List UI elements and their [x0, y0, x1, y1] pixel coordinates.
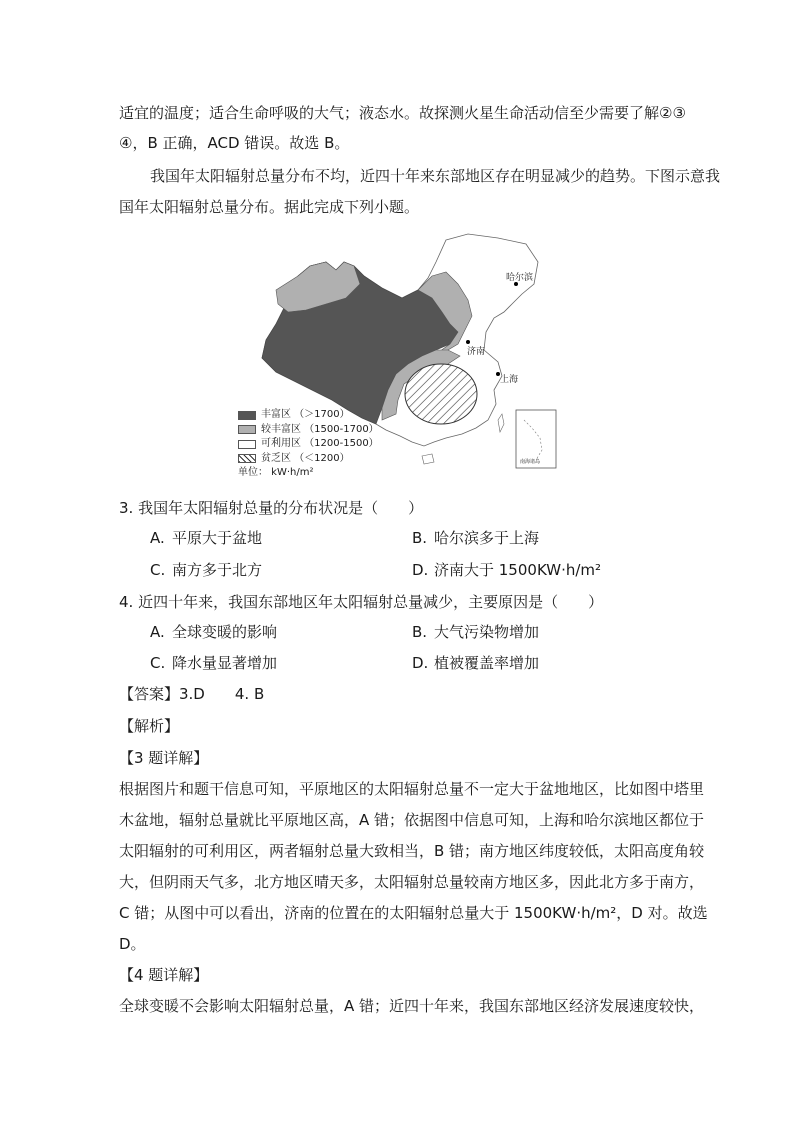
q3-option-d	[412, 560, 601, 580]
intro-line-1: 适宜的温度；适合生命呼吸的大气；液态水。故探测火星生命活动信至少需要了解②③	[119, 104, 686, 122]
legend-swatch-relatively-rich	[238, 425, 256, 434]
legend-label-rich: 丰富区 （＞1700）	[261, 409, 350, 420]
q3-analysis-line-2: 木盆地，辐射总量就比平原地区高，A 错；依据图中信息可知，上海和哈尔滨地区都位于	[119, 811, 705, 829]
q3-option-a-key: A.	[150, 529, 165, 547]
q3-analysis-line-1: 根据图片和题干信息可知，平原地区的太阳辐射总量不一定大于盆地地区，比如图中塔里	[119, 780, 705, 798]
q3-analysis-line-3: 太阳辐射的可利用区，两者辐射总量大致相当，B 错；南方地区纬度较低，太阳高度角较	[119, 842, 705, 860]
legend-label-relatively-rich: 较丰富区 （1500-1700）	[261, 423, 379, 435]
q3-option-d-key: D.	[412, 561, 429, 579]
q4-option-a	[150, 622, 277, 642]
map-legend	[238, 408, 379, 481]
jinan-label: 济南	[467, 347, 486, 357]
q3-analysis-line-5: C 错；从图中可以看出，济南的位置在的太阳辐射总量大于 1500KW·h/m²，D 对。故选	[119, 904, 708, 922]
q4-option-b-text: 大气污染物增加	[434, 623, 540, 641]
legend-usable	[238, 437, 379, 452]
q4-option-d	[412, 653, 539, 673]
stem-line-2: 国年太阳辐射总量分布。据此完成下列小题。	[119, 198, 420, 216]
q4-option-d-key: D.	[412, 654, 429, 672]
legend-rich	[238, 408, 379, 423]
q3-option-b	[412, 528, 539, 548]
intro-line-2: ④，B 正确，ACD 错误。故选 B。	[119, 134, 350, 152]
harbin-label: 哈尔滨	[506, 273, 534, 283]
legend-unit-text: 单位： kW·h/m²	[238, 467, 314, 478]
q3-option-b-text: 哈尔滨多于上海	[434, 529, 540, 547]
legend-relatively-rich	[238, 423, 379, 438]
q3-option-a	[150, 528, 262, 548]
q3-option-b-key: B.	[412, 529, 428, 547]
answer-line: 【答案】3.D 4. B	[119, 685, 265, 703]
legend-swatch-usable	[238, 440, 256, 449]
q3-analysis-line-4: 大，但阴雨天气多，北方地区晴天多，太阳辐射总量较南方地区多，因此北方多于南方，	[119, 873, 705, 891]
q4-option-c-text: 降水量显著增加	[172, 654, 278, 672]
q4-option-c-key: C.	[150, 654, 166, 672]
q4-option-b	[412, 622, 539, 642]
q3-option-c	[150, 560, 262, 580]
question-4-stem: 4. 近四十年来，我国东部地区年太阳辐射总量减少，主要原因是（ ）	[119, 593, 604, 611]
question-3-stem: 3. 我国年太阳辐射总量的分布状况是（ ）	[119, 499, 424, 517]
q4-option-d-text: 植被覆盖率增加	[434, 654, 540, 672]
q4-option-c	[150, 653, 277, 673]
stem-line-1: 我国年太阳辐射总量分布不均，近四十年来东部地区存在明显减少的趋势。下图示意我	[150, 167, 721, 185]
q3-option-d-text: 济南大于 1500KW·h/m²	[434, 561, 602, 579]
q4-option-a-text: 全球变暖的影响	[172, 623, 278, 641]
q4-analysis-heading: 【4 题详解】	[119, 966, 209, 984]
legend-swatch-poor	[238, 454, 256, 463]
taiwan-island	[498, 414, 504, 432]
shanghai-label: 上海	[500, 375, 519, 385]
q3-analysis-heading: 【3 题详解】	[119, 749, 209, 767]
q4-option-a-key: A.	[150, 623, 165, 641]
hainan-island	[422, 454, 434, 464]
legend-unit	[238, 466, 379, 481]
analysis-heading: 【解析】	[119, 717, 180, 735]
legend-swatch-rich	[238, 411, 256, 420]
legend-poor	[238, 452, 379, 467]
q4-option-b-key: B.	[412, 623, 428, 641]
q3-option-c-key: C.	[150, 561, 166, 579]
q3-option-c-text: 南方多于北方	[172, 561, 263, 579]
q3-analysis-line-6: D。	[119, 935, 146, 953]
legend-label-poor: 贫乏区 （＜1200）	[261, 452, 350, 464]
q3-option-a-text: 平原大于盆地	[172, 529, 263, 547]
legend-label-usable: 可利用区 （1200-1500）	[261, 438, 379, 449]
q4-analysis-line-1: 全球变暖不会影响太阳辐射总量，A 错；近四十年来，我国东部地区经济发展速度较快，	[119, 997, 705, 1015]
poor-region	[405, 364, 477, 424]
inset-caption: 南海诸岛	[520, 459, 541, 465]
